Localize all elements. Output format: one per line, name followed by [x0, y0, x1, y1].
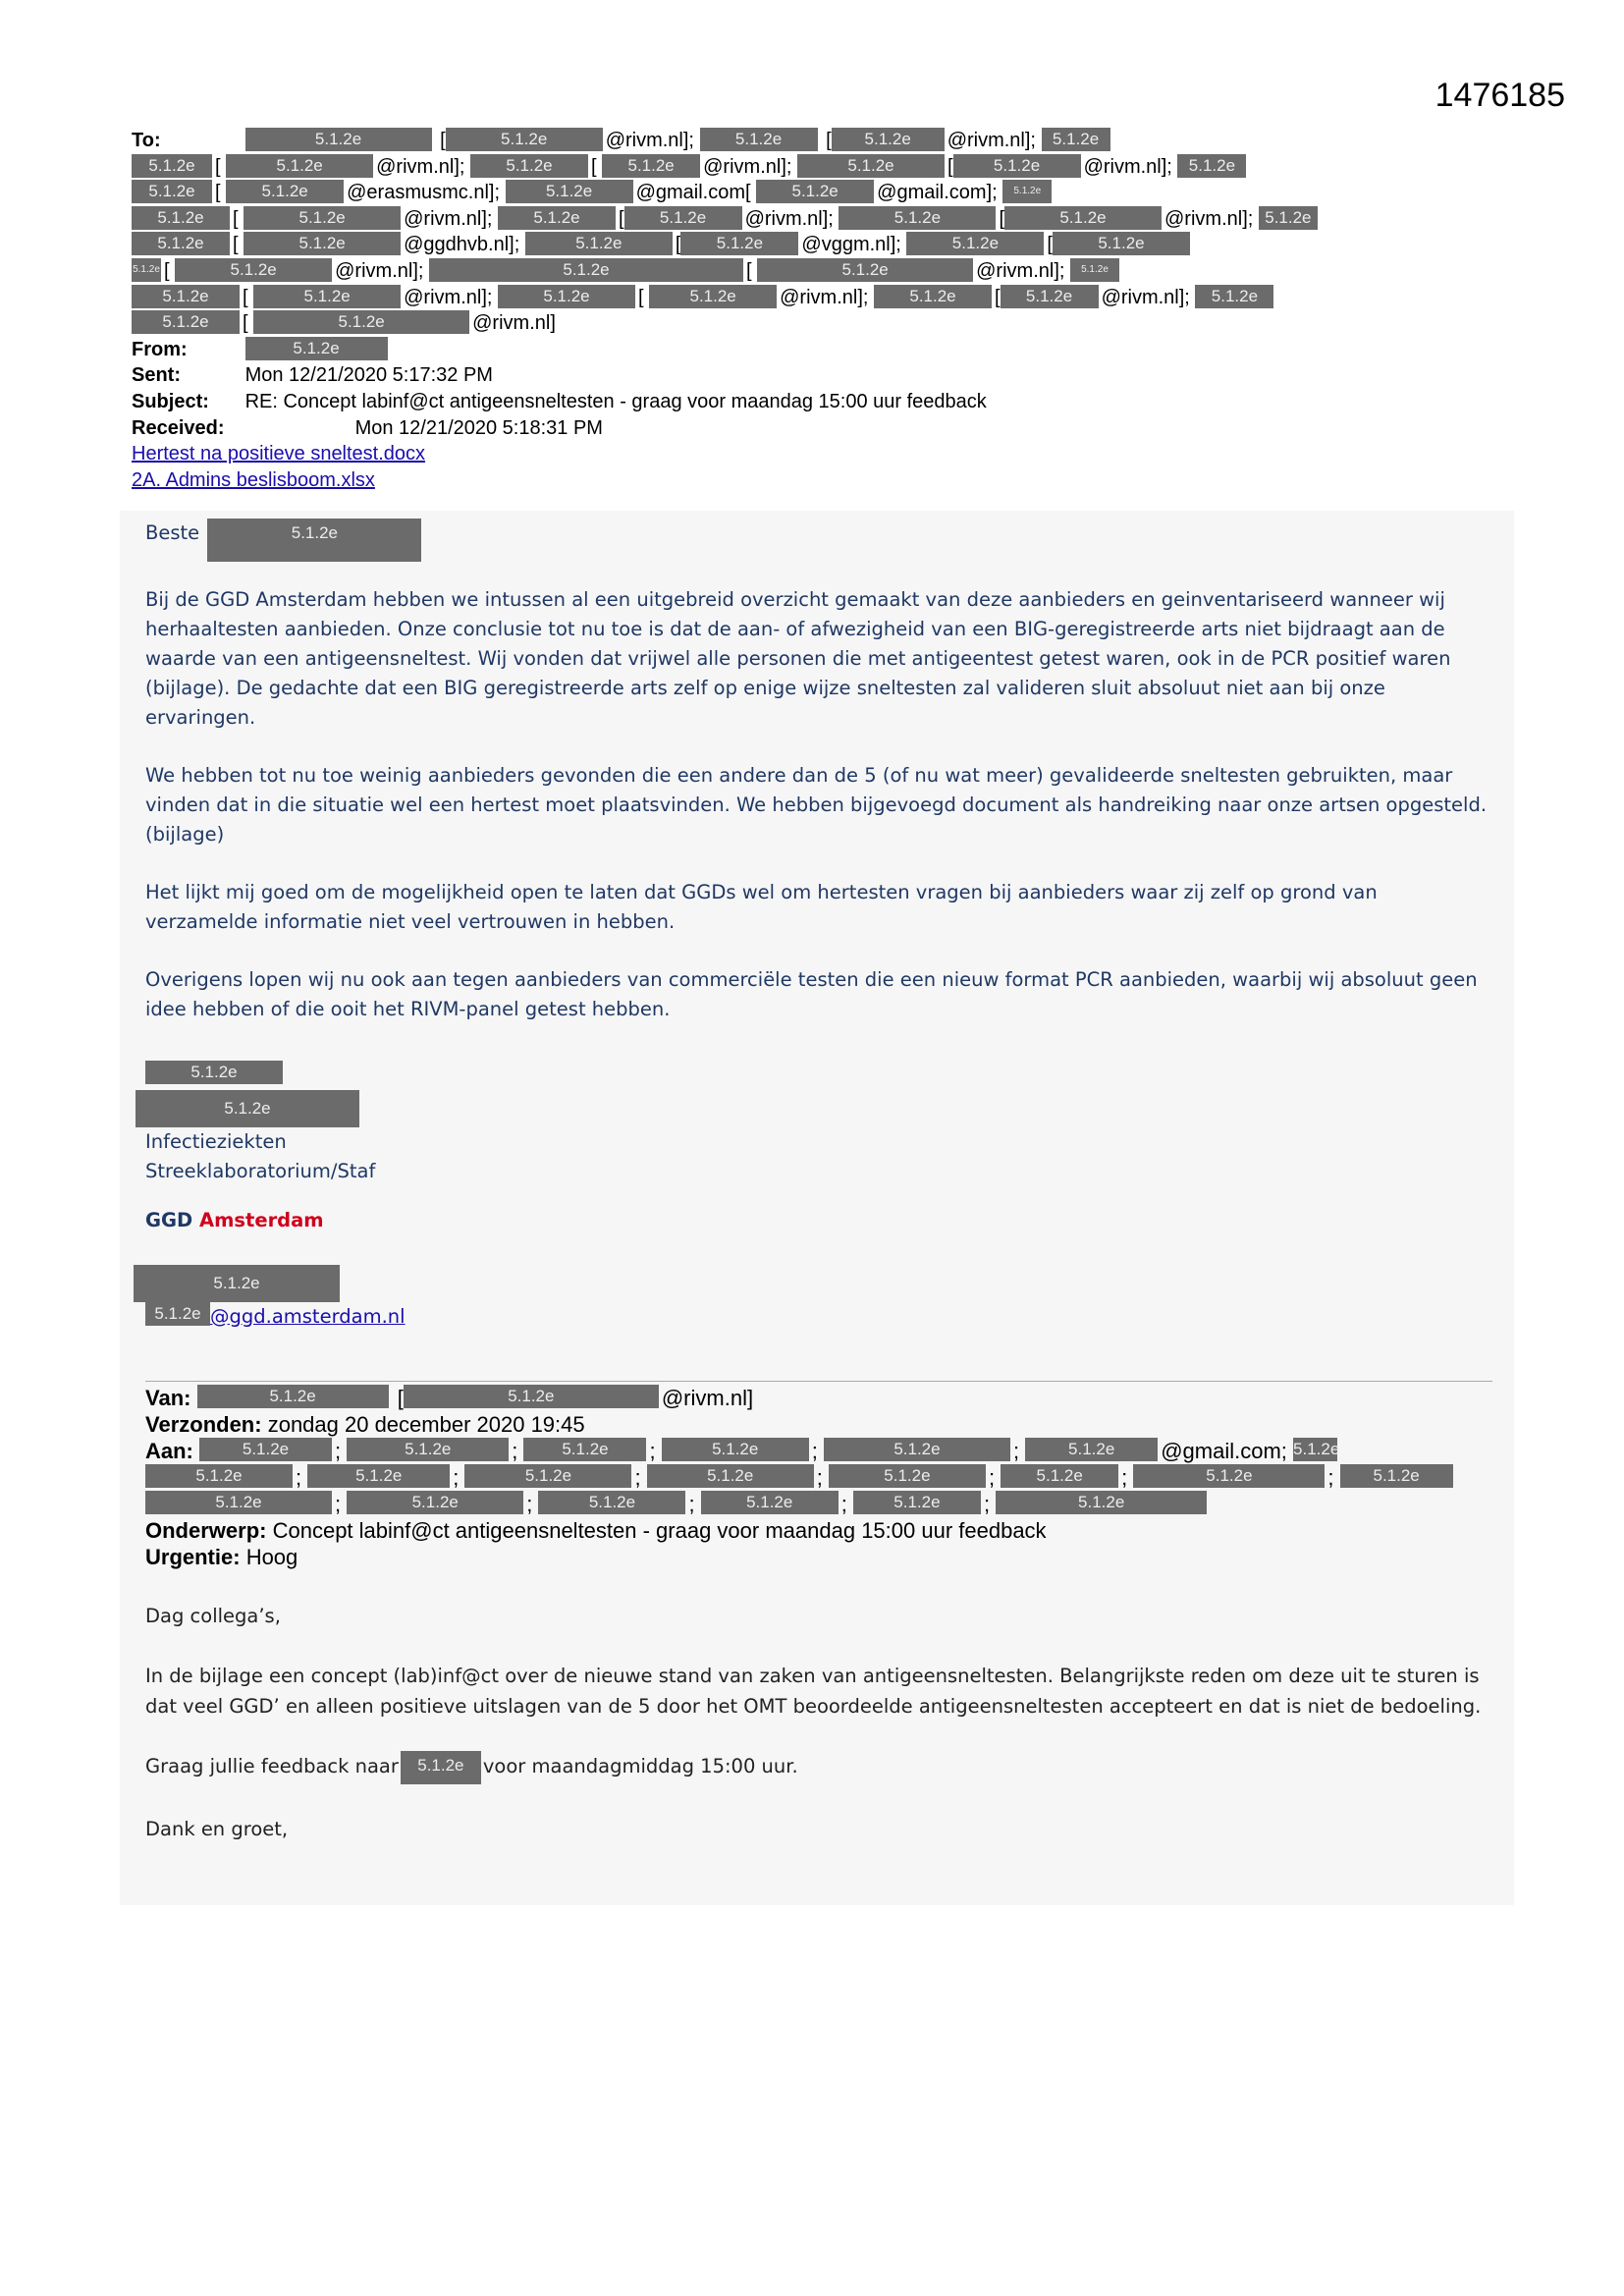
address-fragment: @rivm.nl] — [472, 312, 556, 335]
redaction: 5.1.2e — [1025, 1438, 1158, 1461]
paragraph: Het lijkt mij goed om de mogelijkheid open te laten dat GGDs wel om hertesten vragen bij aanbieders waar zij zelf op grond van verzamelde informatie niet veel vertrouwen in hebben. — [145, 881, 1378, 933]
redaction: 5.1.2e — [347, 1491, 523, 1514]
urgentie-value: Hoog — [245, 1545, 298, 1569]
redaction: 5.1.2e — [199, 1438, 332, 1461]
signature-phone-redaction: 5.1.2e — [134, 1265, 340, 1302]
address-fragment: @rivm.nl]; — [780, 286, 869, 308]
van-suffix: @rivm.nl] — [661, 1386, 754, 1410]
sent-label: Sent: — [132, 364, 181, 387]
closing: Dank en groet, — [145, 1818, 289, 1840]
email-header: To: 5.1.2e [ 5.1.2e @rivm.nl]; 5.1.2e [ 5.1.2e @rivm.nl]; 5.1.2e 5.1.2e [ 5.1.2e @rivm.nl]; 5.1.2e [ 5.1.2e @rivm.nl]; 5.1.2e [ 5.1.2e @rivm.nl]; 5.1.2e 5.1.2e [ 5.1.2e @erasmusmc.nl]; 5.1.2e @gmail.com[ 5.1.2e @gmail.com]; 5.1.2e 5.1.2e [ 5.1.2e @rivm.nl]; 5.1.2e [ 5.1.2e @rivm.nl]; 5.1.2e [ 5.1.2e @rivm.nl]; 5.1.2e 5.1.2e [ 5.1.2e @ggdhvb.nl]; 5.1.2e [ 5.1.2e @vggm.nl]; 5.1.2e [ 5.1.2e 5.1.2e [ 5.1.2e @rivm.nl]; 5.1.2e [ 5.1.2e @rivm.nl]; 5.1.2e 5.1.2e [ 5.1.2e @rivm.nl]; 5.1.2e [ 5.1.2e @rivm.nl]; 5.1.2e [ 5.1.2e @rivm.nl]; 5.1.2e 5.1.2e [ 5.1.2e @rivm.nl] From: 5.1.2e Sent: Mon 12/21/2020 5:17:32 PM Subject: RE: Concept labinf@ct antigeensneltesten - graag voor maandag 15:00 uur feedback Received: Mon 12/21/2020 5:18:31 PM Hertest na positieve sneltest.docx 2A. Admins beslisboom.xlsx — [132, 128, 1526, 493]
from-label: From: — [132, 338, 188, 360]
recipient-redaction: 5.1.2e — [207, 519, 421, 562]
reply-message — [145, 519, 1490, 1332]
redaction: 5.1.2e — [1133, 1464, 1325, 1488]
redaction: 5.1.2e — [953, 154, 1081, 178]
redaction: 5.1.2e — [602, 154, 700, 178]
redaction: 5.1.2e — [756, 180, 874, 203]
feedback-post: voor maandagmiddag 15:00 uur. — [482, 1755, 798, 1777]
to-label: To: — [132, 130, 161, 151]
redaction: 5.1.2e — [226, 180, 344, 203]
redaction: 5.1.2e — [1195, 285, 1273, 308]
redaction: 5.1.2e — [874, 285, 992, 308]
redaction: 5.1.2e — [401, 1751, 481, 1784]
redaction: 5.1.2e — [429, 258, 743, 282]
document-id: 1476185 — [1435, 77, 1565, 114]
redaction: 5.1.2e — [470, 154, 588, 178]
redaction: 5.1.2e — [132, 285, 240, 308]
aan-gmail: @gmail.com; — [1161, 1439, 1287, 1463]
onderwerp-value: Concept labinf@ct antigeensneltesten - graag voor maandag 15:00 uur feedback — [272, 1518, 1047, 1543]
redaction: 5.1.2e — [347, 1438, 509, 1461]
redaction: 5.1.2e — [832, 128, 945, 151]
van-label: Van: — [145, 1386, 191, 1410]
redaction: 5.1.2e — [829, 1464, 986, 1488]
redaction: 5.1.2e — [464, 1464, 631, 1488]
subject-value: RE: Concept labinf@ct antigeensneltesten - graag voor maandag 15:00 uur feedback — [244, 390, 987, 412]
address-fragment: @erasmusmc.nl]; — [347, 182, 501, 204]
redaction: 5.1.2e — [624, 206, 742, 230]
redaction: 5.1.2e — [701, 1491, 839, 1514]
sent-value: Mon 12/21/2020 5:17:32 PM — [244, 364, 493, 387]
signature-subdepartment: Streeklaboratorium/Staf — [145, 1160, 376, 1182]
redaction: 5.1.2e — [132, 154, 212, 178]
org-name-red: Amsterdam — [199, 1209, 324, 1231]
address-fragment: @rivm.nl]; — [335, 259, 424, 282]
forwarded-message — [145, 1601, 1490, 1874]
redaction: 5.1.2e — [1001, 285, 1099, 308]
aan-label: Aan: — [145, 1439, 193, 1463]
greeting: Beste — [145, 521, 200, 544]
redaction: 5.1.2e — [824, 1438, 1010, 1461]
redaction: 5.1.2e — [145, 1491, 332, 1514]
redaction: 5.1.2e — [245, 128, 432, 151]
address-fragment: @rivm.nl]; — [376, 155, 465, 178]
greeting: Dag collega’s, — [145, 1605, 281, 1627]
sender-redaction: 5.1.2e — [245, 337, 388, 360]
received-label: Received: — [132, 416, 225, 439]
redaction: 5.1.2e — [1053, 232, 1190, 255]
redaction: 5.1.2e — [253, 285, 401, 308]
signature-organization — [145, 1206, 1490, 1235]
redaction: 5.1.2e — [506, 180, 633, 203]
address-fragment: @gmail.com[ — [635, 182, 751, 204]
redaction: 5.1.2e — [680, 232, 798, 255]
redaction: 5.1.2e — [839, 206, 996, 230]
signature-email-link[interactable]: @ggd.amsterdam.nl — [210, 1305, 406, 1328]
redaction: 5.1.2e — [132, 258, 161, 282]
verzonden-value: zondag 20 december 2020 19:45 — [267, 1412, 585, 1437]
redaction: 5.1.2e — [197, 1385, 389, 1408]
redaction: 5.1.2e — [853, 1491, 981, 1514]
redaction: 5.1.2e — [244, 232, 401, 255]
signature-title-redaction: 5.1.2e — [135, 1090, 359, 1127]
redaction: 5.1.2e — [132, 232, 230, 255]
redaction: 5.1.2e — [307, 1464, 450, 1488]
address-fragment: @rivm.nl]; — [1083, 155, 1172, 178]
redaction: 5.1.2e — [523, 1438, 646, 1461]
redaction: 5.1.2e — [662, 1438, 809, 1461]
org-name-blue: GGD — [145, 1209, 193, 1231]
feedback-line — [145, 1751, 1490, 1784]
address-fragment: @rivm.nl]; — [744, 207, 834, 230]
redaction: 5.1.2e — [647, 1464, 814, 1488]
address-fragment: @rivm.nl]; — [947, 130, 1036, 151]
redaction: 5.1.2e — [996, 1491, 1207, 1514]
redaction: 5.1.2e — [1042, 128, 1110, 151]
address-fragment: @vggm.nl]; — [801, 234, 901, 256]
redaction: 5.1.2e — [253, 310, 469, 334]
redaction: 5.1.2e — [132, 310, 240, 334]
address-fragment: @rivm.nl]; — [1164, 207, 1254, 230]
redaction: 5.1.2e — [1001, 1464, 1118, 1488]
feedback-pre: Graag jullie feedback naar — [145, 1755, 399, 1777]
redaction: 5.1.2e — [700, 128, 818, 151]
forwarded-header: Van: 5.1.2e [ 5.1.2e @rivm.nl] Verzonden: zondag 20 december 2020 19:45 Aan: 5.1.2e ; 5.1.2e ; 5.1.2e ; 5.1.2e ; 5.1.2e ; 5.1.2e @gmail.com; 5.1.2e 5.1.2e ; 5.1.2e ; 5.1.2e ; 5.1.2e ; 5.1.2e ; 5.1.2e ; 5.1.2e ; 5.1.2e 5.1.2e ; 5.1.2e ; 5.1.2e ; 5.1.2e ; 5.1.2e ; 5.1.2e Onderwerp: Concept labinf@ct antigeensneltesten - graag voor maandag 15:00 uur feedback Urgentie: Hoog — [145, 1385, 1510, 1570]
redaction: 5.1.2e — [1259, 206, 1318, 230]
address-fragment: @rivm.nl]; — [404, 286, 493, 308]
redaction: 5.1.2e — [1293, 1438, 1337, 1461]
redaction: 5.1.2e — [1340, 1464, 1453, 1488]
redaction: 5.1.2e — [132, 180, 212, 203]
onderwerp-label: Onderwerp: — [145, 1518, 267, 1543]
redaction: 5.1.2e — [906, 232, 1044, 255]
paragraph: Bij de GGD Amsterdam hebben we intussen al een uitgebreid overzicht gemaakt van deze aanbieders en geinventariseerd wanneer wij herhaaltesten aanbieden. Onze conclusie tot nu toe is dat de aan- of afwezigheid van een BIG-geregistreerde arts niet bijdraagt aan de waarde van een antigeensneltest. Wij vonden dat vrijwel alle personen die met antigeentest getest waren, ook in de PCR positief waren (bijlage). De gedachte dat een BIG geregistreerde arts zelf op enige wijze sneltesten zal valideren sluit absoluut niet aan bij onze ervaringen. — [145, 588, 1451, 729]
attachment-link[interactable]: 2A. Admins beslisboom.xlsx — [132, 468, 375, 491]
paragraph: Overigens lopen wij nu ook aan tegen aanbieders van commerciële testen die een nieuw format PCR aanbieden, waarbij wij absoluut geen idee hebben of die ooit het RIVM-panel getest hebben. — [145, 968, 1478, 1020]
address-fragment: @rivm.nl]; — [404, 207, 493, 230]
address-fragment: @rivm.nl]; — [1101, 286, 1190, 308]
redaction: 5.1.2e — [1070, 258, 1119, 282]
redaction: 5.1.2e — [145, 1464, 293, 1488]
signature-department: Infectieziekten — [145, 1130, 287, 1153]
subject-label: Subject: — [132, 390, 209, 412]
redaction: 5.1.2e — [244, 206, 401, 230]
received-value: Mon 12/21/2020 5:18:31 PM — [354, 416, 603, 439]
redaction: 5.1.2e — [1177, 154, 1246, 178]
redaction: 5.1.2e — [404, 1385, 659, 1408]
paragraph: In de bijlage een concept (lab)inf@ct over de nieuwe stand van zaken van antigeensneltesten. Belangrijkste reden om deze uit te sturen is dat veel GGD’ en alleen positieve uitslagen van de 5 door het OMT beoordeelde antigeensneltesten accepteert en dat is niet de bedoeling. — [145, 1665, 1482, 1718]
redaction: 5.1.2e — [525, 232, 673, 255]
redaction: 5.1.2e — [498, 206, 616, 230]
address-fragment: @rivm.nl]; — [703, 155, 792, 178]
address-fragment: @rivm.nl]; — [976, 259, 1065, 282]
redaction: 5.1.2e — [797, 154, 945, 178]
signature-email-redaction: 5.1.2e — [145, 1302, 210, 1326]
address-fragment: @ggdhvb.nl]; — [404, 234, 520, 256]
redaction: 5.1.2e — [538, 1491, 685, 1514]
redaction: 5.1.2e — [132, 206, 230, 230]
redaction: 5.1.2e — [226, 154, 373, 178]
urgentie-label: Urgentie: — [145, 1545, 241, 1569]
redaction: 5.1.2e — [1002, 180, 1052, 203]
address-fragment: @gmail.com]; — [877, 182, 998, 204]
separator-line — [145, 1381, 1492, 1382]
redaction: 5.1.2e — [649, 285, 777, 308]
attachment-link[interactable]: Hertest na positieve sneltest.docx — [132, 443, 426, 465]
redaction: 5.1.2e — [1004, 206, 1162, 230]
redaction: 5.1.2e — [446, 128, 603, 151]
redaction: 5.1.2e — [757, 258, 973, 282]
redaction: 5.1.2e — [498, 285, 635, 308]
address-fragment: @rivm.nl]; — [605, 130, 694, 151]
paragraph: We hebben tot nu toe weinig aanbieders gevonden die een andere dan de 5 (of nu wat meer) gevalideerde sneltesten gebruikten, maar vinden dat in die situatie wel een hertest moet plaatsvinden. We hebben bijgevoegd document als handreiking naar onze artsen opgesteld. (bijlage) — [145, 764, 1488, 846]
verzonden-label: Verzonden: — [145, 1412, 262, 1437]
redaction: 5.1.2e — [175, 258, 332, 282]
signature-name-redaction: 5.1.2e — [145, 1061, 283, 1084]
